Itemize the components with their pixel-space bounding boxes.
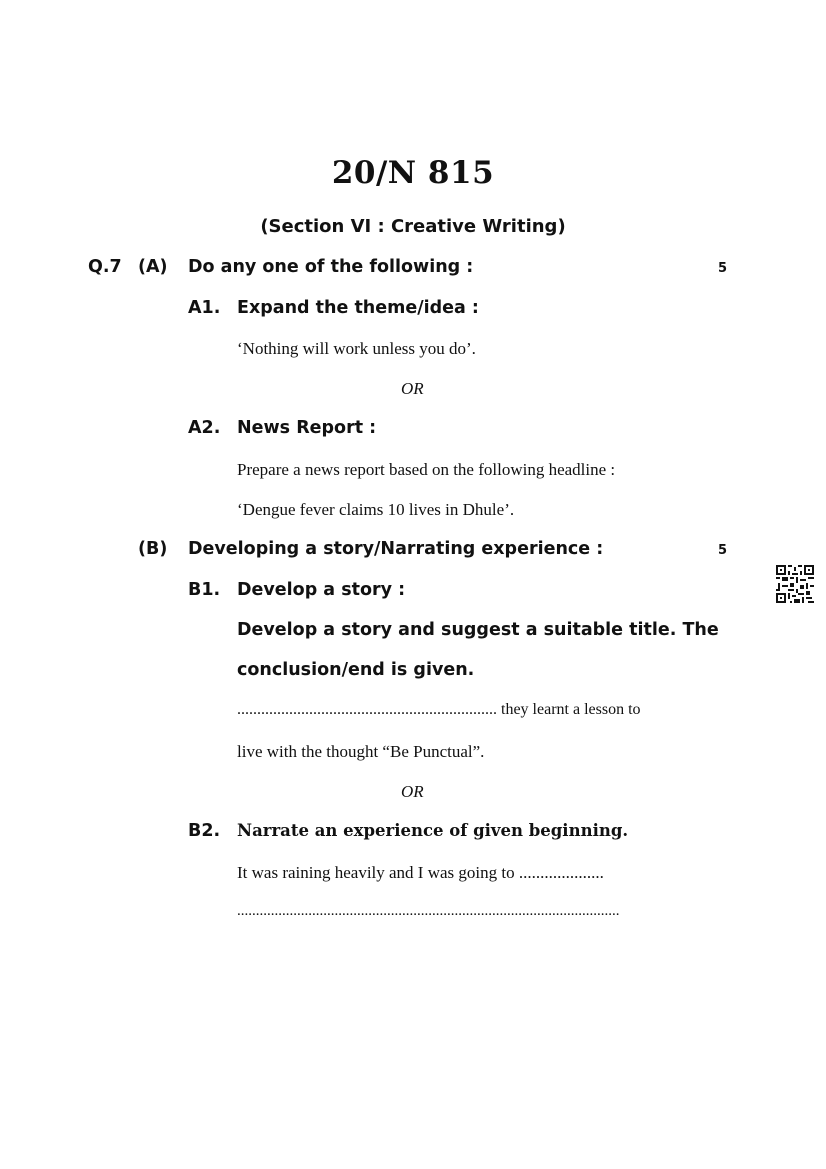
- part-a-marks: 5: [718, 261, 728, 276]
- b2-label: B2.: [188, 821, 221, 841]
- a2-label: A2.: [188, 418, 221, 438]
- a2-title: News Report :: [237, 418, 377, 438]
- a1-label: A1.: [188, 298, 221, 318]
- b1-prompt-1: Develop a story and suggest a suitable title. The: [237, 620, 719, 640]
- or-separator-1: OR: [401, 379, 424, 398]
- a2-text-1: Prepare a news report based on the following headline :: [237, 460, 616, 479]
- part-a-label: (A): [138, 257, 168, 277]
- part-b-instruction: Developing a story/Narrating experience :: [188, 539, 604, 559]
- b2-title: Narrate an experience of given beginning.: [237, 821, 629, 840]
- part-b-marks: 5: [718, 543, 728, 558]
- b1-prompt-2: conclusion/end is given.: [237, 660, 475, 680]
- paper-code: 20/N 815: [331, 155, 495, 191]
- or-separator-2: OR: [401, 782, 424, 801]
- b1-label: B1.: [188, 580, 221, 600]
- qr-code-icon: [776, 565, 814, 603]
- b2-beginning-2: ......................................................................................................: [237, 903, 620, 919]
- a2-text-2: ‘Dengue fever claims 10 lives in Dhule’.: [237, 500, 515, 519]
- question-number: Q.7: [88, 257, 122, 277]
- b2-beginning-1: It was raining heavily and I was going to ....................: [237, 863, 604, 882]
- part-a-instruction: Do any one of the following :: [188, 257, 474, 277]
- section-title: (Section VI : Creative Writing): [260, 216, 566, 237]
- b1-title: Develop a story :: [237, 580, 406, 600]
- a1-title: Expand the theme/idea :: [237, 298, 479, 318]
- a1-text: ‘Nothing will work unless you do’.: [237, 339, 476, 358]
- b1-ending-1: ................................................................. they learnt a lesson to: [237, 701, 641, 718]
- b1-ending-2: live with the thought “Be Punctual”.: [237, 742, 485, 761]
- part-b-label: (B): [138, 539, 168, 559]
